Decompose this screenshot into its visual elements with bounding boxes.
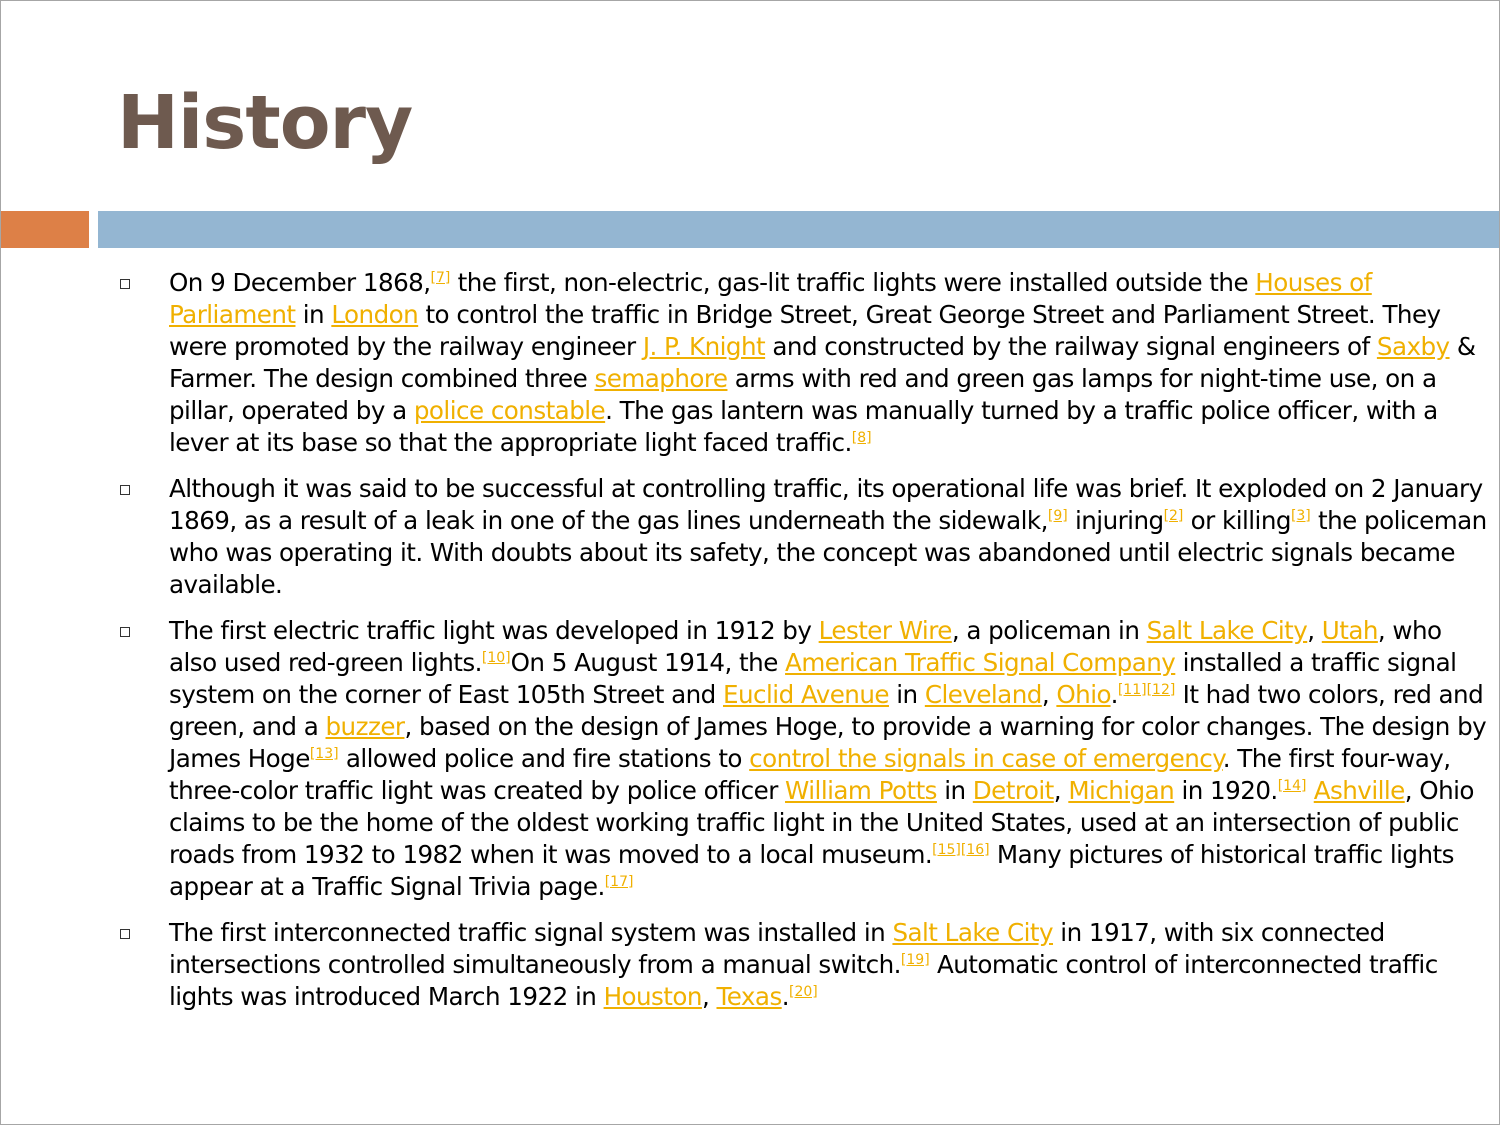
- text: & Farmer. The design combined three: [169, 332, 1476, 393]
- link-j-p-knight[interactable]: J. P. Knight: [642, 332, 766, 361]
- text: . The gas lantern was manually turned by a traffic police officer, with a lever at its base so that the appropriate light faced traffic.: [169, 396, 1438, 457]
- text: and constructed by the railway signal engineers of: [765, 332, 1377, 361]
- text: in: [888, 680, 925, 709]
- citation-link[interactable]: [16]: [960, 841, 990, 858]
- text: in 1917, with six connected intersections controlled simultaneously from a manual switch.: [169, 918, 1385, 979]
- text: It had two colors, red and green, and a: [169, 680, 1484, 741]
- link-saxby[interactable]: Saxby: [1376, 332, 1450, 361]
- text: injuring: [1067, 506, 1164, 535]
- text: ,: [1307, 616, 1322, 645]
- text: [1306, 776, 1313, 805]
- citation-link[interactable]: [12]: [1146, 681, 1176, 698]
- title-divider-bar: [98, 211, 1500, 248]
- text: On 5 August 1914, the: [510, 648, 786, 677]
- link-houston[interactable]: Houston: [603, 982, 702, 1011]
- link-salt-lake-city[interactable]: Salt Lake City: [1146, 616, 1308, 645]
- text: . The first four-way, three-color traffic light was created by police officer: [169, 744, 1451, 805]
- text: Many pictures of historical traffic lights appear at a Traffic Signal Trivia page.: [169, 840, 1454, 901]
- link-london[interactable]: London: [331, 300, 419, 329]
- link-cleveland[interactable]: Cleveland: [924, 680, 1042, 709]
- text: , based on the design of James Hoge, to provide a warning for color changes. The design by James Hoge: [169, 712, 1487, 773]
- text: or killing: [1183, 506, 1291, 535]
- text: allowed police and fire stations to: [338, 744, 750, 773]
- link-william-potts[interactable]: William Potts: [785, 776, 937, 805]
- citation-link[interactable]: [7]: [430, 269, 451, 286]
- bullet-item-2: [117, 473, 1489, 601]
- text: ,: [1041, 680, 1057, 709]
- text: to control the traffic in Bridge Street, Great George Street and Parliament Street. They were promoted by the railway engineer: [169, 300, 1441, 361]
- link-lester-wire[interactable]: Lester Wire: [818, 616, 952, 645]
- bullet-list: [117, 267, 1489, 1027]
- slide-title: History: [117, 80, 413, 166]
- citation-link[interactable]: [13]: [309, 745, 339, 762]
- citation-link[interactable]: [15]: [932, 841, 961, 858]
- bullet-item-1: [117, 267, 1489, 459]
- square-bullet-icon: [120, 929, 130, 939]
- text: ,: [1053, 776, 1069, 805]
- text: Although it was said to be successful at controlling traffic, its operational life was brief. It exploded on 2 January 1869, as a result of a leak in one of the gas lines underneath the sidewalk,: [169, 474, 1483, 535]
- citation-link[interactable]: [11]: [1117, 681, 1147, 698]
- text: the first, non-electric, gas-lit traffic lights were installed outside the: [450, 268, 1256, 297]
- text: , who also used red-green lights.: [169, 616, 1442, 677]
- link-control-the-signals[interactable]: control the signals in case of emergency: [749, 744, 1223, 773]
- text: the policeman who was operating it. With doubts about its safety, the concept was abandoned until electric signals became available.: [169, 506, 1487, 599]
- link-police-constable[interactable]: police constable: [413, 396, 606, 425]
- citation-link[interactable]: [3]: [1290, 507, 1311, 524]
- text: ,: [701, 982, 717, 1011]
- link-michigan[interactable]: Michigan: [1068, 776, 1175, 805]
- text: , Ohio claims to be the home of the oldest working traffic light in the United States, used at an intersection of public roads from 1932 to 1982 when it was moved to a local museum.: [169, 776, 1474, 869]
- text: arms with red and green gas lamps for night-time use, on a pillar, operated by a: [169, 364, 1437, 425]
- square-bullet-icon: [120, 627, 130, 637]
- text: .: [1110, 680, 1118, 709]
- citation-link[interactable]: [20]: [789, 983, 818, 1000]
- text: in: [295, 300, 332, 329]
- text: in: [936, 776, 973, 805]
- square-bullet-icon: [120, 279, 130, 289]
- link-detroit[interactable]: Detroit: [972, 776, 1054, 805]
- text: installed a traffic signal system on the corner of East 105th Street and: [169, 648, 1457, 709]
- link-semaphore[interactable]: semaphore: [594, 364, 728, 393]
- citation-link[interactable]: [10]: [481, 649, 511, 666]
- text: , a policeman in: [951, 616, 1147, 645]
- link-euclid-avenue[interactable]: Euclid Avenue: [723, 680, 889, 709]
- citation-link[interactable]: [9]: [1047, 507, 1068, 524]
- text: in 1920.: [1174, 776, 1278, 805]
- link-houses-of-parliament[interactable]: Houses of Parliament: [169, 268, 1372, 329]
- text: The first electric traffic light was developed in 1912 by: [169, 616, 819, 645]
- citation-link[interactable]: [2]: [1163, 507, 1184, 524]
- link-salt-lake-city[interactable]: Salt Lake City: [892, 918, 1054, 947]
- bullet-item-3: [117, 615, 1489, 903]
- text: On 9 December 1868,: [169, 268, 431, 297]
- link-american-traffic-signal-company[interactable]: American Traffic Signal Company: [785, 648, 1176, 677]
- citation-link[interactable]: [8]: [851, 429, 872, 446]
- link-buzzer[interactable]: buzzer: [325, 712, 405, 741]
- citation-link[interactable]: [17]: [604, 873, 634, 890]
- text: Automatic control of interconnected traffic lights was introduced March 1922 in: [169, 950, 1438, 1011]
- square-bullet-icon: [120, 485, 130, 495]
- citation-link[interactable]: [14]: [1277, 777, 1307, 794]
- link-texas[interactable]: Texas: [716, 982, 782, 1011]
- link-ohio[interactable]: Ohio: [1056, 680, 1111, 709]
- bullet-item-4: [117, 917, 1489, 1013]
- link-utah[interactable]: Utah: [1321, 616, 1378, 645]
- text: The first interconnected traffic signal system was installed in: [169, 918, 893, 947]
- link-ashville[interactable]: Ashville: [1313, 776, 1405, 805]
- text: .: [781, 982, 789, 1011]
- title-accent-bar: [1, 211, 89, 248]
- citation-link[interactable]: [19]: [900, 951, 930, 968]
